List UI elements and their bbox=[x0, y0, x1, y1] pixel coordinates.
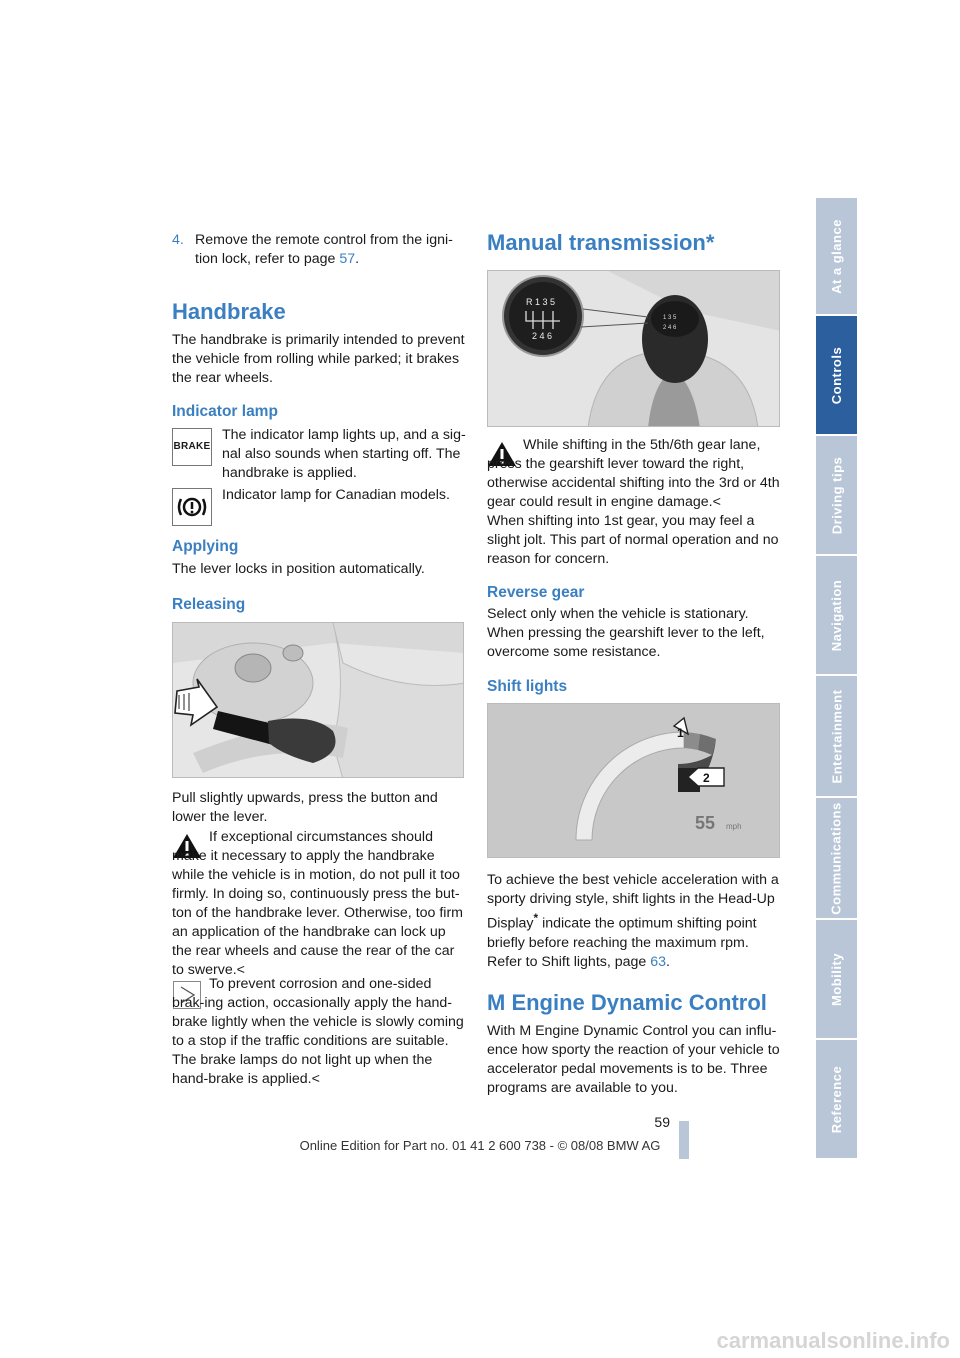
tab-communications[interactable] bbox=[816, 798, 857, 920]
first-gear-text: When shifting into 1st gear, you may feel a slight jolt. This part of normal operation and no reason for concern. bbox=[487, 513, 779, 567]
tab-driving-tips[interactable] bbox=[816, 436, 857, 556]
indicator-text-2: Indicator lamp for Canadian models. bbox=[222, 487, 450, 503]
reverse-gear-heading: Reverse gear bbox=[487, 584, 585, 601]
applying-text: The lever locks in position automatically. bbox=[172, 561, 425, 577]
canadian-brake-icon bbox=[172, 488, 212, 526]
note-body: To prevent corrosion and one-sided brak-ing action, occasionally apply the hand-brake lightly when the vehicle is slowly coming to a stop if the traffic conditions are suitable. The brake lamps do not light up when the hand-brake is applied. bbox=[172, 976, 464, 1087]
handbrake-intro: The handbrake is primarily intended to prevent the vehicle from rolling while parked; it brakes the rear wheels. bbox=[172, 332, 465, 386]
step-number: 4. bbox=[172, 232, 184, 248]
shift-text-part-a: To achieve the best vehicle acceleration with a sporty driving style, shift lights in the Head-Up Display bbox=[487, 872, 779, 932]
watermark: carmanualsonline.info bbox=[716, 1328, 950, 1353]
shift-lights-heading: Shift lights bbox=[487, 678, 568, 695]
end-mark: < bbox=[311, 1071, 320, 1087]
shift-warning-body: While shifting in the 5th/6th gear lane, press the gearshift lever toward the right, otherwise accidental shifting into the 3rd or 4th gear could result in engine damage. bbox=[487, 437, 780, 510]
tab-label: Reference bbox=[829, 1065, 844, 1133]
note-text bbox=[172, 975, 467, 1089]
page-link-57[interactable]: 57 bbox=[339, 251, 356, 267]
gearshift-illustration bbox=[487, 270, 780, 427]
callout-2: 2 bbox=[703, 771, 710, 785]
period: . bbox=[355, 251, 360, 267]
end-mark: < bbox=[712, 494, 721, 510]
optional-star: * bbox=[533, 911, 539, 925]
brake-lamp-icon bbox=[172, 428, 212, 466]
handbrake-lever-illustration bbox=[172, 622, 464, 778]
shift-text-part-b: indicate the optimum shifting point briefly before reaching the maximum rpm. Refer to Shift lights, page bbox=[487, 915, 757, 970]
tab-label: At a glance bbox=[829, 218, 845, 294]
end-mark: < bbox=[236, 962, 245, 978]
tab-mobility[interactable] bbox=[816, 920, 857, 1040]
period: . bbox=[666, 953, 670, 970]
tab-label: Navigation bbox=[829, 579, 844, 651]
callout-1: 1 bbox=[677, 726, 684, 740]
manual-transmission-heading: Manual transmission* bbox=[487, 230, 715, 255]
page-link-63[interactable]: 63 bbox=[650, 953, 667, 970]
tab-label: Driving tips bbox=[829, 456, 845, 534]
speed-readout: 55 bbox=[695, 813, 716, 833]
reverse-gear-text: Select only when the vehicle is stationary. When pressing the gearshift lever to the left, overcome some resistance. bbox=[487, 606, 765, 660]
medc-text: With M Engine Dynamic Control you can influ-ence how sporty the reaction of your vehicle to accelerator pedal movements is to be. Three programs are available to you. bbox=[487, 1023, 780, 1096]
svg-text:R 1 3 5: R 1 3 5 bbox=[526, 297, 556, 307]
page-number: 59 bbox=[654, 1114, 670, 1130]
step-text: Remove the remote control from the igni-tion lock, refer to page bbox=[195, 232, 453, 267]
tab-reference[interactable] bbox=[816, 1040, 857, 1160]
tab-label: Mobility bbox=[829, 952, 845, 1006]
edition-line: Online Edition for Part no. 01 41 2 600 738 - © 08/08 BMW AG bbox=[299, 1138, 661, 1153]
svg-text:1 3 5: 1 3 5 bbox=[663, 315, 677, 321]
warning-text bbox=[172, 828, 467, 980]
applying-heading: Applying bbox=[172, 538, 239, 555]
tab-at-a-glance[interactable] bbox=[816, 198, 857, 316]
shift-lights-text bbox=[487, 871, 780, 972]
shift-warning-text bbox=[487, 436, 780, 512]
releasing-heading: Releasing bbox=[172, 596, 246, 613]
indicator-lamp-heading: Indicator lamp bbox=[172, 403, 278, 420]
speed-unit: mph bbox=[726, 822, 742, 831]
step-4 bbox=[172, 231, 467, 269]
handbrake-heading: Handbrake bbox=[172, 299, 286, 324]
warning-body: If exceptional circumstances should make it necessary to apply the handbrake while the vehicle is in motion, do not pull it too firmly. In doing so, continuously press the but-ton of the handbrake lever. Otherwise, too firm an application of the handbrake can lock up the rear wheels and cause the rear of the car to swerve. bbox=[172, 829, 463, 978]
tab-controls[interactable] bbox=[816, 316, 857, 436]
m-engine-dynamic-control-heading: M Engine Dynamic Control bbox=[487, 990, 767, 1015]
tab-navigation[interactable] bbox=[816, 556, 857, 676]
tab-label: Entertainment bbox=[829, 689, 844, 783]
svg-text:2 4 6: 2 4 6 bbox=[532, 331, 553, 341]
indicator-text-1: The indicator lamp lights up, and a sig-nal also sounds when starting off. The handbrake is applied. bbox=[222, 427, 466, 481]
tab-label: Controls bbox=[829, 346, 845, 404]
svg-text:2 4 6: 2 4 6 bbox=[663, 325, 677, 331]
tab-entertainment[interactable] bbox=[816, 676, 857, 798]
shift-lights-illustration bbox=[487, 703, 780, 858]
brake-label: BRAKE bbox=[173, 441, 211, 452]
tab-label: Communications bbox=[829, 801, 844, 915]
release-text: Pull slightly upwards, press the button and lower the lever. bbox=[172, 790, 438, 825]
